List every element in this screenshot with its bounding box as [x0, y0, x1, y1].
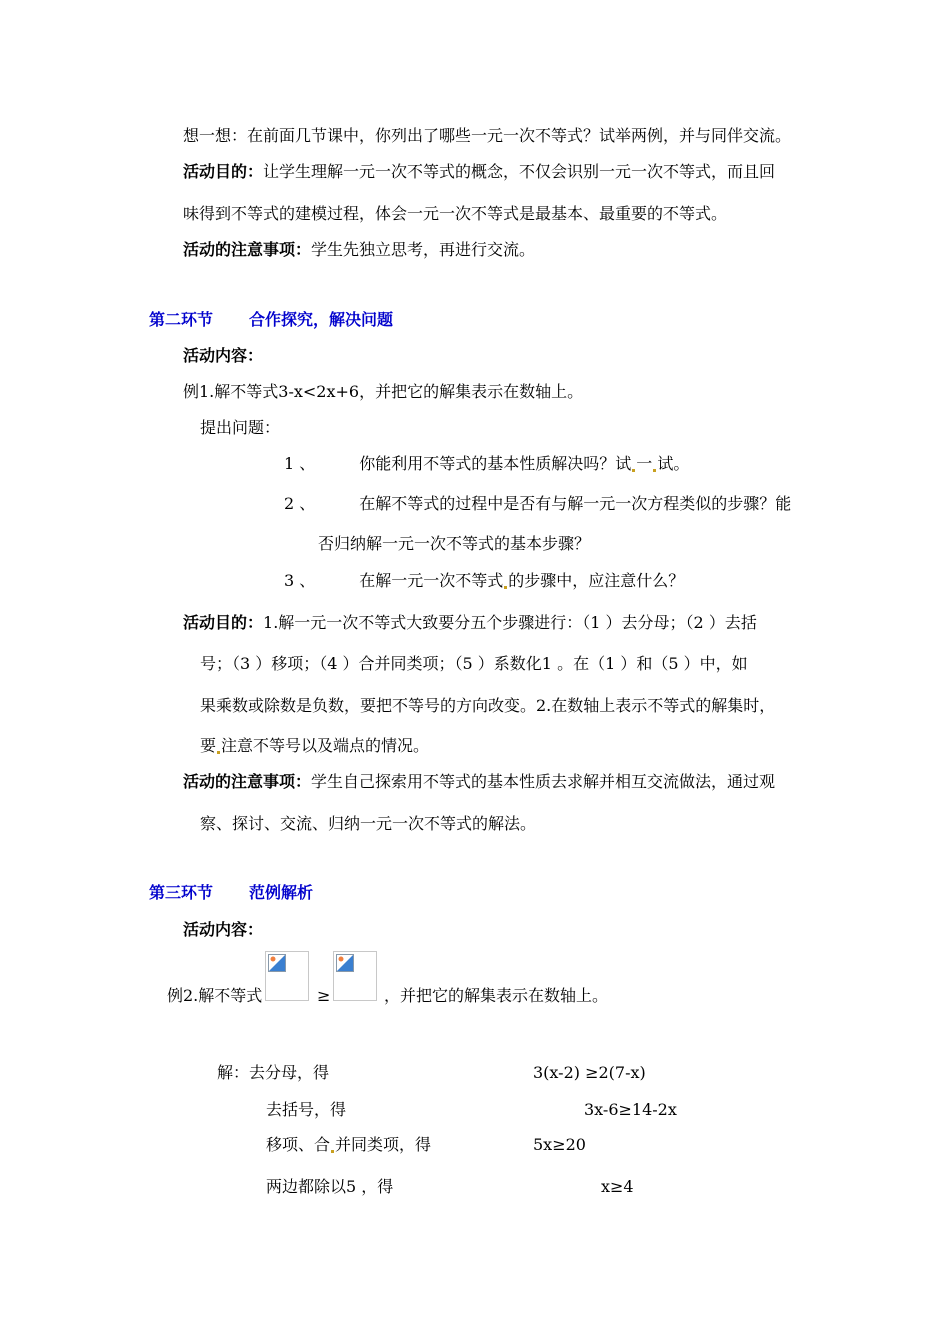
- image-placeholder-icon: [336, 954, 354, 972]
- goal2-line3: 果乘数或除数是负数，要把不等号的方向改变。2.在数轴上表示不等式的解集时，: [200, 696, 776, 715]
- geq-symbol: ≥: [317, 986, 331, 1005]
- solution-step3-result: 5x≥20: [533, 1135, 586, 1154]
- solution-step2-result: 3x-6≥14-2x: [584, 1100, 677, 1119]
- question3-number: 3 、: [284, 571, 316, 590]
- section3-title: 范例解析: [249, 883, 314, 902]
- questions-label: 提出问题：: [200, 418, 281, 437]
- note2-line1: [183, 772, 775, 792]
- example1: 例1.解不等式3-x<2x+6，并把它的解集表示在数轴上。: [183, 382, 584, 401]
- question1-text-b: 一: [636, 454, 653, 473]
- goal2-line2: 号；（3 ）移项；（4 ）合并同类项；（5 ）系数化1 。在（1 ）和（5 ）中，如: [200, 654, 748, 673]
- solution-step3-label: [266, 1135, 431, 1155]
- goal1-label: 活动目的：: [183, 162, 264, 181]
- question1-text-c: 试。: [657, 454, 690, 473]
- section2-number: 第二环节: [149, 310, 214, 329]
- question2: [284, 494, 791, 514]
- note2-line2: 察、探讨、交流、归纳一元一次不等式的解法。: [200, 814, 537, 833]
- example2-lead: 例2.解不等式: [167, 986, 263, 1005]
- section3-number: 第三环节: [149, 883, 214, 902]
- fraction-image-right: [333, 951, 377, 1001]
- solution-step4-result: x≥4: [601, 1177, 634, 1196]
- note1-text: 学生先独立思考，再进行交流。: [311, 240, 536, 259]
- question2-line2: 否归纳解一元一次不等式的基本步骤？: [318, 534, 591, 553]
- goal2-label: 活动目的：: [183, 613, 264, 632]
- solution-step4-label: 两边都除以5 ，得: [266, 1177, 394, 1196]
- solution-step1-label: 解：去分母，得: [217, 1063, 330, 1082]
- think-paragraph: 想一想：在前面几节课中，你列出了哪些一元一次不等式？试举两例，并与同伴交流。: [183, 126, 792, 145]
- question2-number: 2 、: [284, 494, 316, 513]
- goal1-text: 让学生理解一元一次不等式的概念，不仅会识别一元一次不等式，而且回: [263, 162, 776, 181]
- question3-text-a: 在解一元一次不等式: [359, 571, 504, 590]
- note1-line: [183, 240, 535, 260]
- goal2-text4a: 要: [200, 736, 217, 755]
- goal1-line2: 味得到不等式的建模过程，体会一元一次不等式是最基本、最重要的不等式。: [183, 204, 728, 223]
- question1-number: 1 、: [284, 454, 316, 473]
- section2-title: 合作探究，解决问题: [249, 310, 394, 329]
- example2-trail: ，并把它的解集表示在数轴上。: [384, 986, 609, 1005]
- content2-label: 活动内容：: [183, 346, 264, 365]
- fraction-image-left: [265, 951, 309, 1001]
- question3: [284, 571, 684, 591]
- question1-text-a: 你能利用不等式的基本性质解决吗？试: [359, 454, 632, 473]
- solution-step3-label-a: 移项、合: [266, 1135, 331, 1154]
- image-placeholder-icon: [268, 954, 286, 972]
- solution-step1-result: 3(x-2) ≥2(7-x): [533, 1063, 646, 1082]
- question3-text-b: 的步骤中，应注意什么？: [508, 571, 685, 590]
- goal2-text4b: 注意不等号以及端点的情况。: [221, 736, 430, 755]
- goal2-line1: [183, 613, 757, 633]
- section2-heading: [149, 310, 393, 330]
- question2-text: 在解不等式的过程中是否有与解一元一次方程类似的步骤？能: [359, 494, 792, 513]
- solution-step3-label-b: 并同类项，得: [335, 1135, 432, 1154]
- section3-heading: [149, 883, 313, 903]
- note2-label: 活动的注意事项：: [183, 772, 312, 791]
- note2-text: 学生自己探索用不等式的基本性质去求解并相互交流做法，通过观: [311, 772, 776, 791]
- note1-label: 活动的注意事项：: [183, 240, 312, 259]
- goal1-line1: [183, 162, 775, 182]
- goal2-line4: [200, 736, 429, 756]
- content3-label: 活动内容：: [183, 920, 264, 939]
- question1: [284, 454, 689, 474]
- solution-step2-label: 去括号，得: [266, 1100, 347, 1119]
- goal2-text: 1.解一元一次不等式大致要分五个步骤进行：（1 ）去分母；（2 ）去括: [263, 613, 757, 632]
